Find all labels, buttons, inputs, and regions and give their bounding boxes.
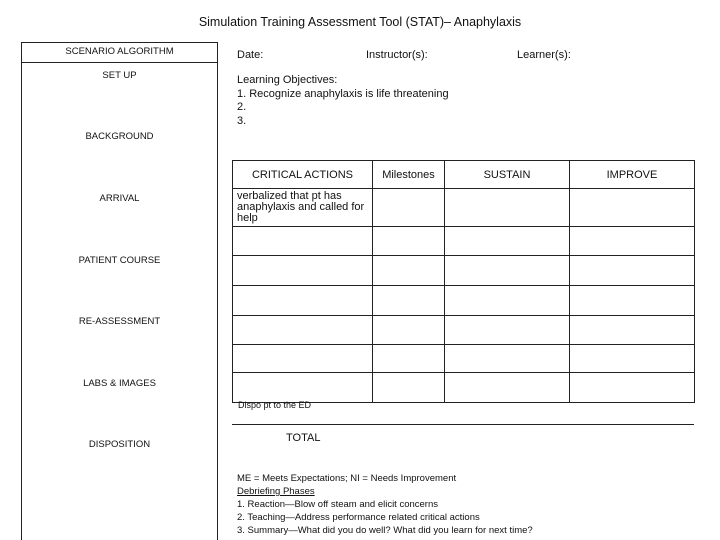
column-header-milestones: Milestones bbox=[373, 161, 445, 189]
sustain-cell[interactable] bbox=[445, 189, 570, 227]
sustain-cell[interactable] bbox=[445, 256, 570, 286]
section-labs-images: LABS & IMAGES bbox=[83, 378, 156, 389]
improve-cell[interactable] bbox=[570, 316, 695, 345]
debriefing-phase: 1. Reaction—Blow off steam and elicit concerns bbox=[237, 499, 439, 510]
debriefing-footer bbox=[237, 472, 533, 537]
table-row bbox=[233, 256, 695, 286]
total-label: TOTAL bbox=[286, 432, 321, 444]
section-disposition: DISPOSITION bbox=[88, 439, 151, 450]
sustain-cell[interactable] bbox=[445, 286, 570, 316]
scenario-algorithm-header: SCENARIO ALGORITHM bbox=[21, 42, 218, 63]
critical-action-cell[interactable] bbox=[233, 345, 373, 373]
debriefing-phase: 2. Teaching—Address performance related critical actions bbox=[237, 512, 480, 523]
debriefing-phase: 3. Summary—What did you do well? What did you learn for next time? bbox=[237, 525, 533, 536]
date-field[interactable]: Date: bbox=[237, 49, 264, 61]
improve-cell[interactable] bbox=[570, 189, 695, 227]
column-header-critical-actions: CRITICAL ACTIONS bbox=[233, 161, 373, 189]
debriefing-phases-heading: Debriefing Phases bbox=[237, 486, 315, 497]
table-header-row bbox=[233, 161, 695, 189]
total-divider bbox=[232, 424, 694, 425]
table-row bbox=[233, 227, 695, 256]
table-row bbox=[233, 316, 695, 345]
learning-objectives bbox=[237, 74, 449, 128]
table-row bbox=[233, 373, 695, 403]
sustain-cell[interactable] bbox=[445, 316, 570, 345]
improve-cell[interactable] bbox=[570, 227, 695, 256]
scenario-algorithm-box bbox=[21, 42, 218, 540]
milestone-cell[interactable] bbox=[373, 373, 445, 403]
improve-cell[interactable] bbox=[570, 286, 695, 316]
section-background: BACKGROUND bbox=[85, 131, 154, 142]
milestone-cell[interactable] bbox=[373, 256, 445, 286]
table-row bbox=[233, 189, 695, 227]
section-setup: SET UP bbox=[102, 70, 137, 81]
improve-cell[interactable] bbox=[570, 345, 695, 373]
milestone-cell[interactable] bbox=[373, 316, 445, 345]
critical-action-cell[interactable] bbox=[233, 286, 373, 316]
page-title: Simulation Training Assessment Tool (STAT)– Anaphylaxis bbox=[198, 15, 522, 29]
improve-cell[interactable] bbox=[570, 256, 695, 286]
objective-item: 3. bbox=[237, 114, 247, 127]
objectives-heading: Learning Objectives: bbox=[237, 74, 338, 86]
instructor-field[interactable]: Instructor(s): bbox=[366, 49, 428, 61]
section-reassessment: RE-ASSESSMENT bbox=[78, 316, 161, 327]
sustain-cell[interactable] bbox=[445, 345, 570, 373]
milestone-cell[interactable] bbox=[373, 227, 445, 256]
assessment-table bbox=[232, 160, 695, 403]
column-header-improve: IMPROVE bbox=[570, 161, 695, 189]
milestone-cell[interactable] bbox=[373, 189, 445, 227]
milestone-cell[interactable] bbox=[373, 345, 445, 373]
objective-item: 2. bbox=[237, 101, 247, 113]
critical-action-cell[interactable] bbox=[233, 227, 373, 256]
critical-action-cell[interactable] bbox=[233, 256, 373, 286]
improve-cell[interactable] bbox=[570, 373, 695, 403]
legend-text: ME = Meets Expectations; NI = Needs Improvement bbox=[237, 473, 457, 484]
dispo-action: Dispo pt to the ED bbox=[238, 400, 312, 410]
section-arrival: ARRIVAL bbox=[99, 193, 140, 204]
table-row bbox=[233, 345, 695, 373]
section-patient-course: PATIENT COURSE bbox=[78, 255, 161, 266]
sustain-cell[interactable] bbox=[445, 227, 570, 256]
table-row bbox=[233, 286, 695, 316]
column-header-sustain: SUSTAIN bbox=[445, 161, 570, 189]
critical-action-cell[interactable] bbox=[233, 316, 373, 345]
learner-field[interactable]: Learner(s): bbox=[517, 49, 571, 61]
sustain-cell[interactable] bbox=[445, 373, 570, 403]
critical-action-cell[interactable] bbox=[233, 373, 373, 403]
critical-action-cell[interactable]: verbalized that pt has anaphylaxis and called for help bbox=[233, 189, 373, 227]
objective-item: 1. Recognize anaphylaxis is life threatening bbox=[237, 87, 449, 100]
milestone-cell[interactable] bbox=[373, 286, 445, 316]
